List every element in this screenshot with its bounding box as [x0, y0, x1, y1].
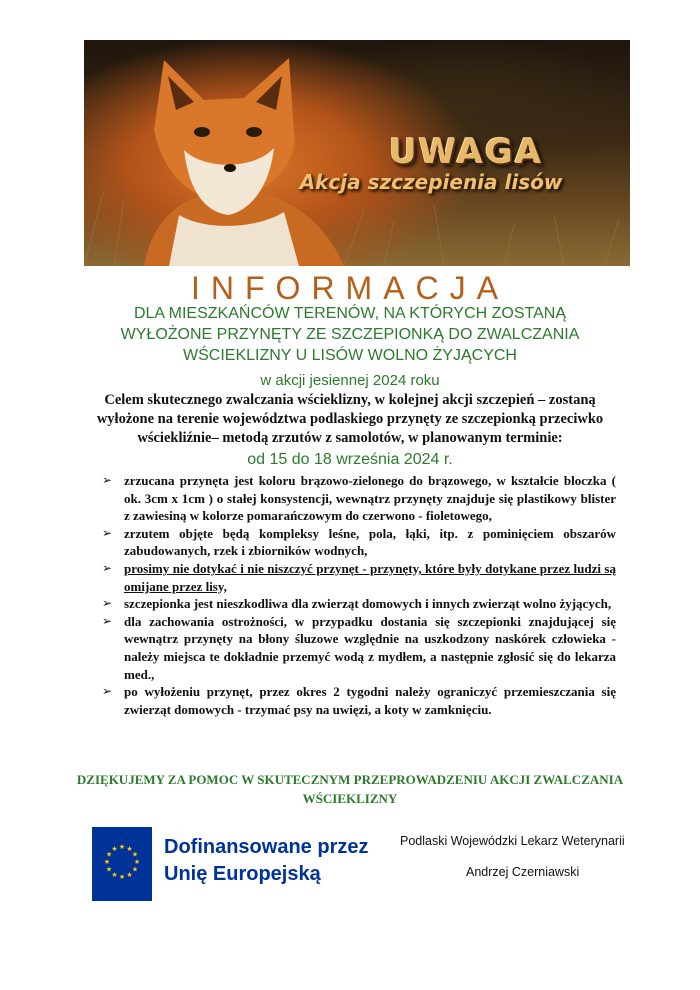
eu-stars — [92, 827, 152, 901]
svg-text:★: ★ — [126, 871, 133, 879]
banner-subtitle: Akcja szczepienia lisów — [299, 170, 563, 194]
subtitle-line: DLA MIESZKAŃCÓW TERENÓW, NA KTÓRYCH ZOSTANĄ — [133, 305, 567, 322]
eu-line-1: Dofinansowane przez — [164, 836, 369, 858]
arrow-bullet-icon: ➢ — [102, 473, 113, 487]
banner-title: UWAGA — [388, 132, 544, 172]
svg-text:★: ★ — [131, 865, 139, 874]
subtitle — [90, 303, 610, 366]
svg-text:★: ★ — [118, 843, 126, 851]
info-list — [102, 472, 616, 718]
svg-text:★: ★ — [105, 865, 113, 874]
list-item: ➢ zrzucana przynęta jest koloru brązowo-zielonego do brązowego, w kształcie bloczka ( ok. 3cm x 1cm ) o stałej konsystencji, wewnątrz przynęty znajduje się plastikowy blister z zawiesiną w kolorze pomarańczowym do czerwono - fioletowego, — [102, 473, 616, 524]
arrow-bullet-icon: ➢ — [102, 525, 113, 540]
svg-text:★: ★ — [118, 873, 126, 881]
eu-line-2: Unię Europejską — [164, 863, 321, 885]
svg-text:★: ★ — [131, 850, 139, 859]
list-item: ➢ szczepionka jest nieszkodliwa dla zwierząt domowych i innych zwierząt wolno żyjących, — [102, 596, 612, 612]
signer-title: Podlaski Wojewódzki Lekarz Weterynarii — [400, 834, 625, 848]
intro-paragraph: Celem skutecznego zwalczania wścieklizny, w kolejnej akcji szczepień – zostaną wyłożone na terenie województwa podlaskiego przynęty ze szczepionką przeciwko wściekliźnie– metodą zrzutów z samolotów, w planowanym terminie: — [96, 392, 604, 446]
signer-name: Andrzej Czerniawski — [466, 865, 580, 879]
arrow-bullet-icon: ➢ — [102, 613, 113, 628]
svg-text:★: ★ — [111, 845, 118, 853]
arrow-bullet-icon: ➢ — [102, 596, 113, 611]
svg-text:★: ★ — [103, 858, 111, 866]
list-item: ➢ po wyłożeniu przynęt, przez okres 2 tygodni należy ograniczyć przemieszczania się zwierząt domowych - trzymać psy na uwięzi, a koty w zamknięciu. — [102, 684, 616, 717]
subtitle-line: WŚCIEKLIZNY U LISÓW WOLNO ŻYJĄCYCH — [183, 347, 517, 364]
thanks-message: DZIĘKUJEMY ZA POMOC W SKUTECZNYM PRZEPROWADZENIU AKCJI ZWALCZANIA WŚCIEKLIZNY — [76, 772, 624, 806]
svg-text:★: ★ — [133, 858, 141, 866]
svg-text:★: ★ — [126, 845, 133, 853]
svg-text:★: ★ — [111, 871, 118, 879]
campaign-date: od 15 do 18 września 2024 r. — [247, 451, 453, 468]
subtitle-line: WYŁOŻONE PRZYNĘTY ZE SZCZEPIONKĄ DO ZWALCZANIA — [120, 326, 580, 343]
list-item: ➢ dla zachowania ostrożności, w przypadku dostania się szczepionki znajdującej się wewnątrz przynęty na błony śluzowe względnie na uszkodzony naskórek człowieka - należy miejsca te dokładnie przemyć wodą z mydłem, a następnie zgłosić się do lekarza med., — [102, 613, 616, 682]
arrow-bullet-icon: ➢ — [102, 684, 113, 699]
fox-banner — [84, 40, 630, 266]
list-item: ➢ zrzutem objęte będą kompleksy leśne, pola, łąki, itp. z pominięciem obszarów zabudowanych, rzek i zbiorników wodnych, — [102, 525, 616, 559]
eu-flag-icon — [92, 827, 152, 901]
heading: INFORMACJA — [191, 270, 509, 306]
campaign-label: w akcji jesiennej 2024 roku — [260, 372, 440, 389]
arrow-bullet-icon: ➢ — [102, 560, 113, 575]
eu-funding-logo — [152, 827, 369, 901]
svg-text:★: ★ — [105, 850, 113, 859]
list-item: ➢ prosimy nie dotykać i nie niszczyć przynęt - przynęty, które były dotykane przez ludzi są omijane przez lisy, — [102, 560, 616, 594]
